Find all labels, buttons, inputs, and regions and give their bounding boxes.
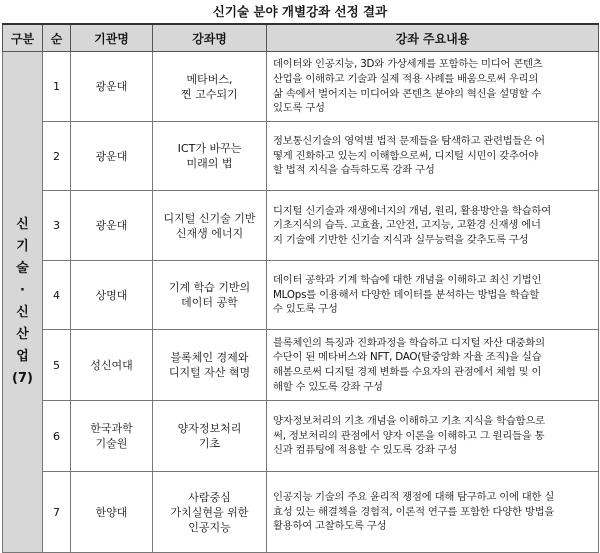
table-row (3, 191, 599, 261)
course-name-line: 미래의 법 (186, 157, 233, 170)
category-cell (3, 52, 43, 553)
description-line: 지 기술에 기반한 신기술 지식과 실무능력을 갖추도록 구성 (273, 233, 529, 246)
course-name-line: 디지털 신기술 기반 (163, 211, 256, 225)
course-name-line: 인공지능 (188, 520, 231, 534)
description-line: 효성 있는 해결책을 경험적, 이론적 연구를 포함한 다양한 방법을 (273, 505, 555, 518)
course-name-cell (153, 191, 267, 261)
row-number: 7 (43, 472, 71, 553)
course-description-cell (267, 401, 599, 472)
description-line: 수 있도록 구성 (273, 303, 338, 316)
header-course: 강좌명 (153, 24, 267, 52)
course-name-line: 신재생 에너지 (175, 226, 244, 240)
course-name-line: ICT가 바꾸는 (177, 142, 242, 155)
row-number: 1 (43, 52, 71, 122)
institution-line: 상명대 (95, 288, 128, 302)
table-row (3, 401, 599, 472)
description-line: 해봄으로써 디지털 경제 변화를 수요자의 관점에서 체험 및 이 (273, 366, 542, 378)
page-title: 신기술 분야 개별강좌 선정 결과 (212, 4, 388, 19)
institution-line: 성신여대 (90, 358, 133, 372)
description-line: 할 법적 지식을 습득하도록 강좌 구성 (273, 164, 435, 177)
course-name-cell (153, 122, 267, 191)
category-char: 술 (16, 261, 29, 276)
category-char: 신 (16, 305, 29, 320)
course-description-cell (267, 52, 599, 122)
course-name-line: 데이터 공학 (181, 296, 238, 309)
course-name-line: 가치실현을 위한 (170, 505, 249, 519)
header-category: 구분 (3, 24, 43, 52)
description-line: 양자정보처리의 기초 개념을 이해하고 기초 지식을 학습함으로 (273, 415, 545, 428)
row-number: 2 (43, 122, 71, 191)
row-number: 4 (43, 261, 71, 330)
institution-cell (71, 472, 153, 553)
description-line: 신과 컴퓨팅에 적용할 수 있도록 강좌 구성 (273, 444, 458, 457)
description-line: 있도록 구성 (273, 102, 325, 115)
description-line: 정보통신기술의 영역별 법적 문제들을 탐색하고 관련법들은 어 (273, 135, 545, 148)
row-number: 6 (43, 401, 71, 472)
course-name-line: 기계 학습 기반의 (168, 281, 251, 294)
description-line: MLOps를 이용해서 다양한 데이터를 분석하는 방법을 학습할 (273, 288, 540, 301)
description-line: 디지털 신기술과 재생에너지의 개념, 원리, 활용방안을 학습하여 (273, 204, 551, 217)
course-description-cell (267, 122, 599, 191)
course-description-cell (267, 261, 599, 330)
table-row (3, 122, 599, 191)
course-name-line: 디지털 자산 혁명 (168, 366, 251, 379)
course-description-cell (267, 191, 599, 261)
institution-cell (71, 401, 153, 472)
description-line: 기초지식의 습득. 고효율, 고안전, 고지능, 고환경 신재생 에너 (273, 219, 541, 232)
description-line: 데이터 공학과 기계 학습에 대한 개념을 이해하고 최신 기법인 (273, 274, 542, 287)
description-line: 해할 수 있도록 강좌 구성 (273, 380, 383, 393)
course-name-line: 양자정보처리 (177, 422, 242, 435)
description-line: 블록체인의 특징과 진화과정을 학습하고 디지털 자산 대중화의 (273, 336, 545, 349)
header-no: 순 (43, 24, 71, 52)
institution-cell (71, 122, 153, 191)
institution-cell (71, 261, 153, 330)
description-line: 떻게 진화하고 있는지 이해함으로써, 디지털 시민이 갖추어야 (273, 149, 539, 162)
description-line: 삶 속에서 벌어지는 미디어와 콘텐츠 분야의 혁신을 설명할 수 (273, 87, 542, 100)
row-number: 5 (43, 330, 71, 401)
description-line: 산업을 이해하고 기술과 실제 적용 사례를 배움으로써 우리의 (273, 72, 539, 85)
course-selection-table (2, 23, 599, 553)
table-header-row (3, 24, 599, 52)
institution-cell (71, 52, 153, 122)
course-name-cell (153, 401, 267, 472)
institution-cell (71, 330, 153, 401)
table-body (3, 52, 599, 553)
description-line: 써, 정보처리의 관점에서 양자 이론을 이해하고 그 원리들을 통 (273, 429, 545, 442)
category-char: 산 (16, 327, 29, 342)
institution-line: 한국과학 (90, 422, 133, 435)
table-row (3, 52, 599, 122)
row-number: 3 (43, 191, 71, 261)
institution-cell (71, 191, 153, 261)
institution-line: 광운대 (95, 80, 128, 93)
course-name-line: 사람중심 (188, 490, 231, 504)
course-name-line: 블록체인 경제와 (170, 351, 249, 364)
institution-line: 광운대 (95, 219, 128, 232)
course-name-cell (153, 330, 267, 401)
course-description-cell (267, 330, 599, 401)
category-char: · (20, 283, 25, 298)
description-line: 수단이 된 메타버스와 NFT, DAO(탈중앙화 자율 조직)을 실습 (273, 351, 542, 364)
course-description-cell (267, 472, 599, 553)
course-name-cell (153, 261, 267, 330)
category-char: 업 (16, 349, 29, 364)
course-name-cell (153, 472, 267, 553)
category-char: 신 (16, 217, 29, 232)
course-name-cell (153, 52, 267, 122)
header-description: 강좌 주요내용 (267, 24, 599, 52)
header-institution: 기관명 (71, 24, 153, 52)
description-line: 데이터와 인공지능, 3D와 가상세계를 포함하는 미디어 콘텐츠 (273, 58, 543, 71)
course-name-line: 메타버스, (186, 72, 233, 86)
course-name-line: 찐 고수되기 (181, 87, 238, 101)
category-char: (7) (12, 371, 33, 386)
category-char: 기 (16, 239, 29, 254)
institution-line: 기술원 (95, 437, 128, 450)
table-row (3, 472, 599, 553)
institution-line: 한양대 (95, 505, 128, 519)
table-row (3, 330, 599, 401)
description-line: 활용하여 고찰하도록 구성 (273, 520, 387, 533)
course-name-line: 기초 (198, 437, 221, 450)
table-row (3, 261, 599, 330)
institution-line: 광운대 (95, 149, 128, 163)
description-line: 인공지능 기술의 주요 윤리적 쟁점에 대해 탐구하고 이에 대한 실 (273, 491, 555, 504)
